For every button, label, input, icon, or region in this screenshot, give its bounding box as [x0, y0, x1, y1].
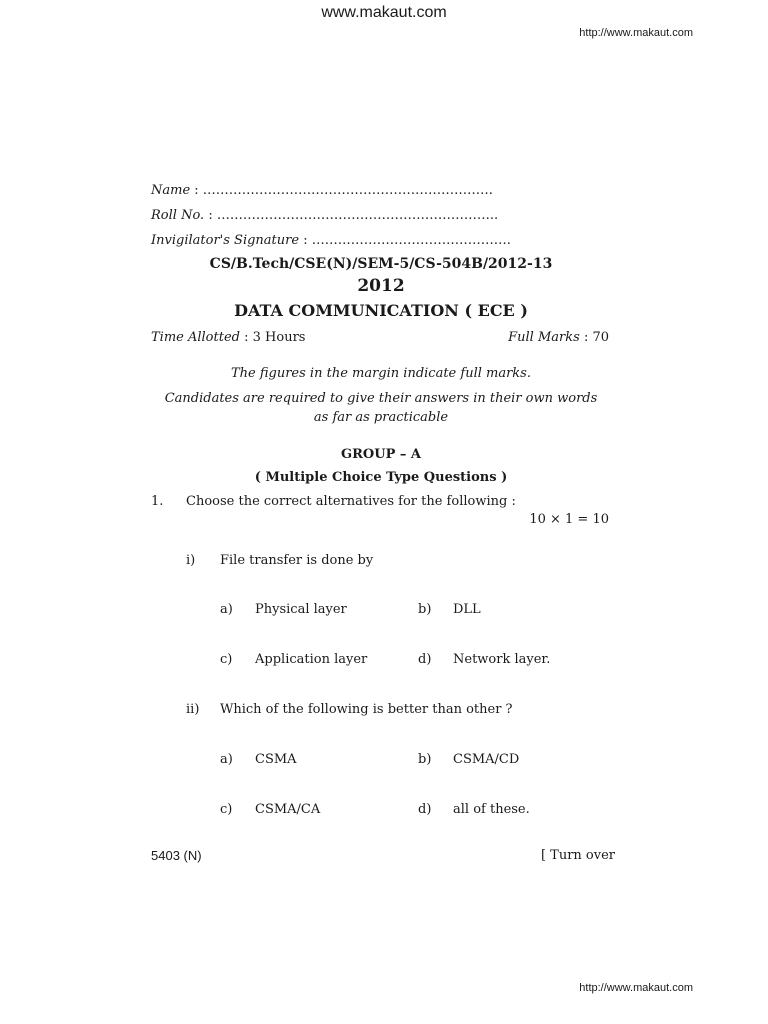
instruction-line-3: as far as practicable: [313, 410, 449, 425]
question-text: Choose the correct alternatives for the following :: [186, 494, 516, 509]
invigilator-label: Invigilator's Signature: [151, 233, 300, 248]
invigilator-field: [151, 233, 511, 248]
option-text: DLL: [453, 602, 481, 617]
site-url-top[interactable]: http://www.makaut.com: [579, 27, 693, 39]
option-text: all of these.: [453, 802, 530, 817]
exam-year: 2012: [357, 276, 405, 296]
roll-line: : ………………………………………………………..: [208, 208, 499, 223]
option-key: d): [418, 652, 432, 667]
invigilator-line: : ……………………………………….: [303, 233, 511, 248]
option-text: Application layer: [255, 652, 368, 667]
name-label: Name: [151, 183, 191, 198]
time-value: : 3 Hours: [244, 330, 306, 345]
full-marks: [508, 330, 609, 345]
marks-value: : 70: [583, 330, 609, 345]
paper-code: 5403 (N): [151, 848, 202, 863]
time-label: Time Allotted: [151, 330, 240, 345]
subquestion-text: File transfer is done by: [220, 553, 374, 568]
option-key: b): [418, 752, 432, 767]
subquestion-text: Which of the following is better than other ?: [220, 702, 513, 717]
exam-code: CS/B.Tech/CSE(N)/SEM-5/CS-504B/2012-13: [209, 256, 553, 272]
roll-field: [151, 208, 498, 223]
site-url-bottom[interactable]: http://www.makaut.com: [579, 982, 693, 994]
group-subtitle: ( Multiple Choice Type Questions ): [254, 470, 508, 485]
question-number: 1.: [151, 494, 164, 509]
option-text: CSMA/CA: [255, 802, 321, 817]
option-key: c): [220, 802, 233, 817]
roll-label: Roll No.: [151, 208, 205, 223]
instruction-line-2: Candidates are required to give their answers in their own words: [164, 391, 598, 406]
option-text: Physical layer: [255, 602, 347, 617]
name-line: : ………………………………………………………….: [194, 183, 493, 198]
group-title: GROUP – A: [341, 447, 421, 462]
option-key: a): [220, 602, 233, 617]
option-text: CSMA/CD: [453, 752, 520, 767]
turn-over: [ Turn over: [540, 848, 615, 863]
marks-label: Full Marks: [508, 330, 580, 345]
exam-subject: DATA COMMUNICATION ( ECE ): [234, 301, 528, 320]
site-title: www.makaut.com: [321, 4, 447, 21]
option-text: CSMA: [255, 752, 297, 767]
subquestion-number: i): [186, 553, 196, 568]
time-allotted: [151, 330, 305, 345]
instruction-line-1: The figures in the margin indicate full marks.: [230, 366, 531, 381]
option-key: a): [220, 752, 233, 767]
option-text: Network layer.: [453, 652, 551, 667]
name-field: [151, 183, 493, 198]
question-marks: 10 × 1 = 10: [529, 512, 609, 527]
option-key: c): [220, 652, 233, 667]
subquestion-number: ii): [186, 702, 200, 717]
option-key: d): [418, 802, 432, 817]
option-key: b): [418, 602, 432, 617]
